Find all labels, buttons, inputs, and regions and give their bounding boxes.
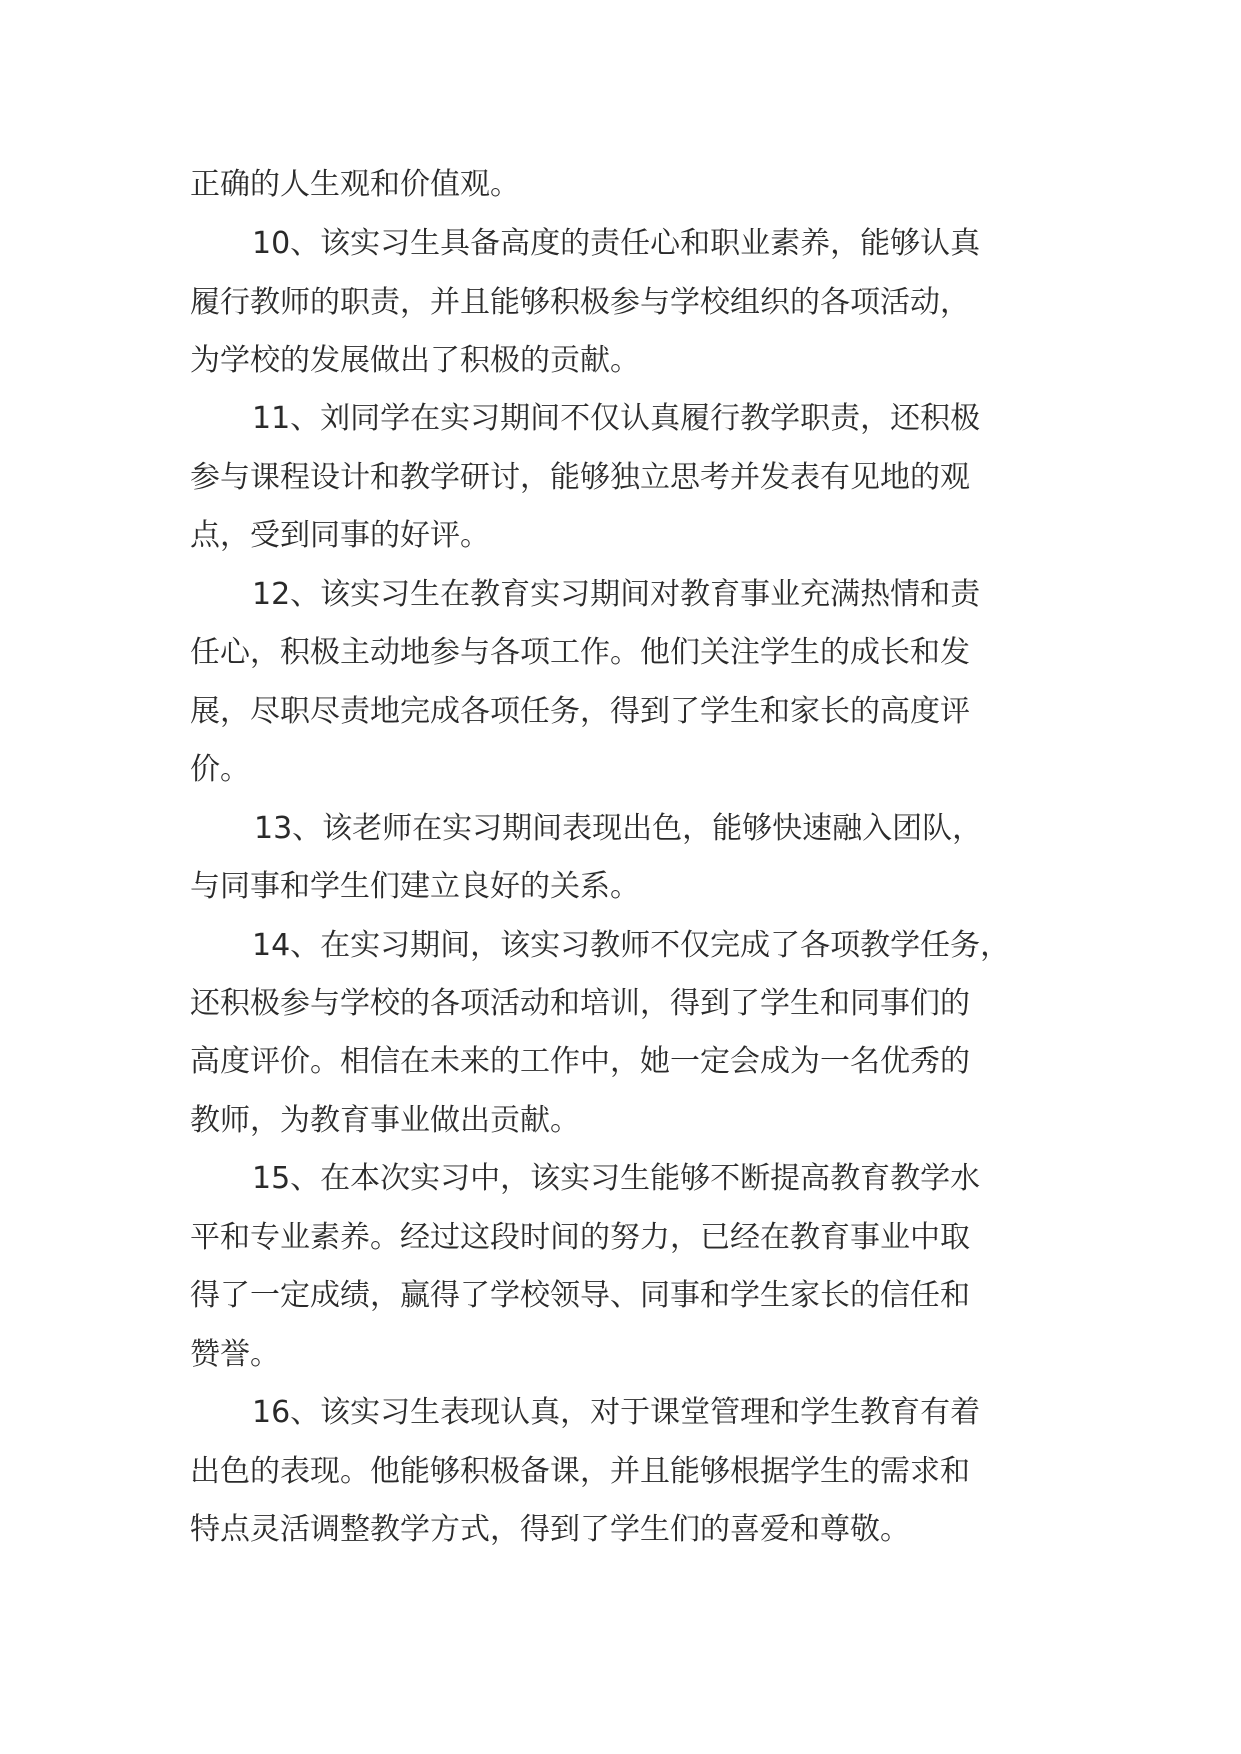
text-line — [0, 275, 1241, 331]
text-line-content: 展，尽职尽责地完成各项任务，得到了学生和家长的高度评 — [190, 694, 970, 729]
text-line — [0, 742, 1241, 798]
paragraph-15-start — [0, 1151, 1241, 1207]
text-line — [0, 1268, 1241, 1324]
text-line-content: 正确的人生观和价值观。 — [190, 167, 520, 202]
text-line-content: 点，受到同事的好评。 — [190, 518, 490, 553]
text-line — [0, 508, 1241, 564]
text-line — [0, 1502, 1241, 1558]
text-line-content: 12、该实习生在教育实习期间对教育事业充满热情和责 — [252, 577, 981, 612]
text-line — [0, 859, 1241, 915]
text-line-content: 价。 — [190, 752, 250, 787]
text-line-content: 任心，积极主动地参与各项工作。他们关注学生的成长和发 — [190, 635, 970, 670]
text-line — [0, 157, 1241, 213]
text-line-content: 教师，为教育事业做出贡献。 — [190, 1103, 580, 1138]
text-line — [0, 684, 1241, 740]
text-line-content: 参与课程设计和教学研讨，能够独立思考并发表有见地的观 — [190, 460, 970, 495]
text-line-content: 高度评价。相信在未来的工作中，她一定会成为一名优秀的 — [190, 1044, 970, 1079]
text-line — [0, 1444, 1241, 1500]
paragraph-13-start — [0, 801, 1241, 857]
text-line — [0, 976, 1241, 1032]
text-line-content: 为学校的发展做出了积极的贡献。 — [190, 343, 640, 378]
text-line — [0, 1093, 1241, 1149]
text-line-content: 13、该老师在实习期间表现出色，能够快速融入团队， — [254, 811, 983, 846]
text-line — [0, 1210, 1241, 1266]
text-line — [0, 625, 1241, 681]
paragraph-11-start — [0, 391, 1241, 447]
text-line-content: 与同事和学生们建立良好的关系。 — [190, 869, 640, 904]
paragraph-14-start — [0, 918, 1241, 974]
text-line-content: 赞誉。 — [190, 1337, 280, 1372]
text-line-content: 16、该实习生表现认真，对于课堂管理和学生教育有着 — [252, 1395, 981, 1430]
text-line-content: 平和专业素养。经过这段时间的努力，已经在教育事业中取 — [190, 1220, 970, 1255]
text-line-content: 还积极参与学校的各项活动和培训，得到了学生和同事们的 — [190, 986, 970, 1021]
text-line — [0, 450, 1241, 506]
text-line-content: 14、在实习期间，该实习教师不仅完成了各项教学任务， — [252, 928, 1011, 963]
paragraph-16-start — [0, 1385, 1241, 1441]
text-line-content: 15、在本次实习中，该实习生能够不断提高教育教学水 — [252, 1161, 981, 1196]
text-line — [0, 1327, 1241, 1383]
text-line-content: 得了一定成绩，赢得了学校领导、同事和学生家长的信任和 — [190, 1278, 970, 1313]
text-line-content: 11、刘同学在实习期间不仅认真履行教学职责，还积极 — [252, 401, 981, 436]
paragraph-10-start — [0, 216, 1241, 272]
text-line — [0, 333, 1241, 389]
text-line — [0, 1034, 1241, 1090]
paragraph-12-start — [0, 567, 1241, 623]
text-line-content: 特点灵活调整教学方式，得到了学生们的喜爱和尊敬。 — [190, 1512, 910, 1547]
text-line-content: 履行教师的职责，并且能够积极参与学校组织的各项活动， — [190, 285, 970, 320]
text-line-content: 10、该实习生具备高度的责任心和职业素养，能够认真 — [252, 226, 981, 261]
text-line-content: 出色的表现。他能够积极备课，并且能够根据学生的需求和 — [190, 1454, 970, 1489]
